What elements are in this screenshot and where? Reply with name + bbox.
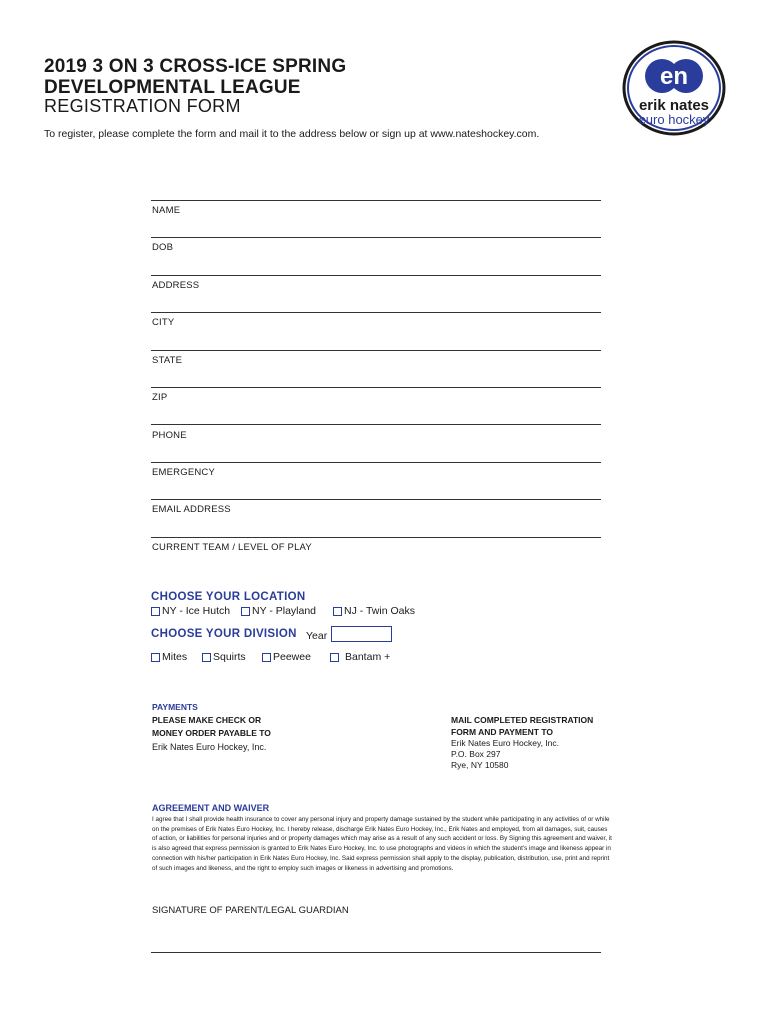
signature-field[interactable] xyxy=(151,952,601,953)
logo-line-1: erik nates xyxy=(638,97,710,114)
city-field[interactable] xyxy=(151,350,601,351)
mail-line-2: FORM AND PAYMENT TO xyxy=(451,727,554,737)
option-label: Mites xyxy=(162,651,188,663)
field-top-line xyxy=(151,200,601,201)
zip-field[interactable] xyxy=(151,424,601,425)
dob-field[interactable] xyxy=(151,275,601,276)
name-field[interactable] xyxy=(151,237,601,238)
mail-to-block xyxy=(451,714,593,771)
division-option-mites[interactable] xyxy=(151,651,187,663)
erik-nates-logo xyxy=(620,38,728,138)
agreement-heading: AGREEMENT AND WAIVER xyxy=(152,803,270,813)
checkbox[interactable] xyxy=(333,607,342,616)
option-label: Squirts xyxy=(213,651,246,663)
option-label: NY - Ice Hutch xyxy=(162,605,231,617)
year-input[interactable] xyxy=(331,626,392,642)
emergency-label: EMERGENCY xyxy=(152,467,216,478)
mail-address-3: Rye, NY 10580 xyxy=(451,760,509,770)
zip-label: ZIP xyxy=(152,392,168,403)
option-label: Bantam + xyxy=(345,651,391,663)
current-team-label: CURRENT TEAM / LEVEL OF PLAY xyxy=(152,542,312,553)
payments-line-2: MONEY ORDER PAYABLE TO xyxy=(152,728,271,738)
payments-heading: PAYMENTS xyxy=(152,702,198,712)
title-line-1: 2019 3 ON 3 CROSS-ICE SPRING xyxy=(44,56,347,77)
email-field[interactable] xyxy=(151,537,601,538)
mail-address-1: Erik Nates Euro Hockey, Inc. xyxy=(451,738,560,748)
year-label: Year xyxy=(306,630,328,642)
address-field[interactable] xyxy=(151,312,601,313)
checkbox[interactable] xyxy=(330,653,339,662)
logo-line-2: euro hockey xyxy=(638,112,710,127)
location-option-twin-oaks[interactable] xyxy=(333,605,415,617)
checkbox[interactable] xyxy=(241,607,250,616)
mail-line-1: MAIL COMPLETED REGISTRATION xyxy=(451,715,594,725)
emergency-field[interactable] xyxy=(151,499,601,500)
city-label: CITY xyxy=(152,317,175,328)
dob-label: DOB xyxy=(152,242,174,253)
checkbox[interactable] xyxy=(151,653,160,662)
email-label: EMAIL ADDRESS xyxy=(152,504,231,515)
logo-monogram: en xyxy=(659,63,689,90)
option-label: Peewee xyxy=(273,651,311,663)
option-label: NY - Playland xyxy=(252,605,317,617)
signature-label: SIGNATURE OF PARENT/LEGAL GUARDIAN xyxy=(152,905,349,916)
checkbox[interactable] xyxy=(262,653,271,662)
location-heading: CHOOSE YOUR LOCATION xyxy=(151,591,306,603)
payee-name: Erik Nates Euro Hockey, Inc. xyxy=(152,742,267,752)
payments-instructions xyxy=(152,714,271,740)
agreement-text: I agree that I shall provide health insurance to cover any personal injury and property damage sustained by the student while participating in any activities of or while on the premises of Erik Nates Euro Hockey, Inc. I hereby release, discharge Erik Nates Euro Hockey, Inc., Erik Nates and employed, from all damages, suit, causes of action, or liabilities for personal injuries and or property damages which may arise as a result of any such accident or loss. By Signing this agreement and waiver, it is also agreed that express permission is granted to Erik Nates Euro Hockey, Inc. to use photographs and videos in which the student's image and likeness appear in connection with his/her participation in Erik Nates Euro Hockey, Inc. Said express permission shall apply to the display, publication, distribution, use, print and reprint of such images and likeness, and the right to employ such images or likeness in advertising and promotions. xyxy=(152,816,612,872)
option-label: NJ - Twin Oaks xyxy=(344,605,415,617)
logo-graphic xyxy=(620,38,728,138)
location-option-playland[interactable] xyxy=(241,605,316,617)
form-title xyxy=(44,56,346,98)
checkbox[interactable] xyxy=(202,653,211,662)
phone-field[interactable] xyxy=(151,462,601,463)
address-label: ADDRESS xyxy=(152,280,200,291)
division-option-peewee[interactable] xyxy=(262,651,311,663)
intro-text: To register, please complete the form and mail it to the address below or sign up at www.nateshockey.com. xyxy=(44,128,540,140)
form-subtitle: REGISTRATION FORM xyxy=(44,96,241,116)
division-option-bantam[interactable] xyxy=(330,651,390,663)
division-option-squirts[interactable] xyxy=(202,651,246,663)
checkbox[interactable] xyxy=(151,607,160,616)
payments-line-1: PLEASE MAKE CHECK OR xyxy=(152,715,262,725)
mail-address-2: P.O. Box 297 xyxy=(451,749,501,759)
state-field[interactable] xyxy=(151,387,601,388)
location-option-ice-hutch[interactable] xyxy=(151,605,230,617)
division-heading: CHOOSE YOUR DIVISION xyxy=(151,628,297,640)
phone-label: PHONE xyxy=(152,430,187,441)
title-line-2: DEVELOPMENTAL LEAGUE xyxy=(44,77,301,98)
state-label: STATE xyxy=(152,355,183,366)
name-label: NAME xyxy=(152,205,181,216)
